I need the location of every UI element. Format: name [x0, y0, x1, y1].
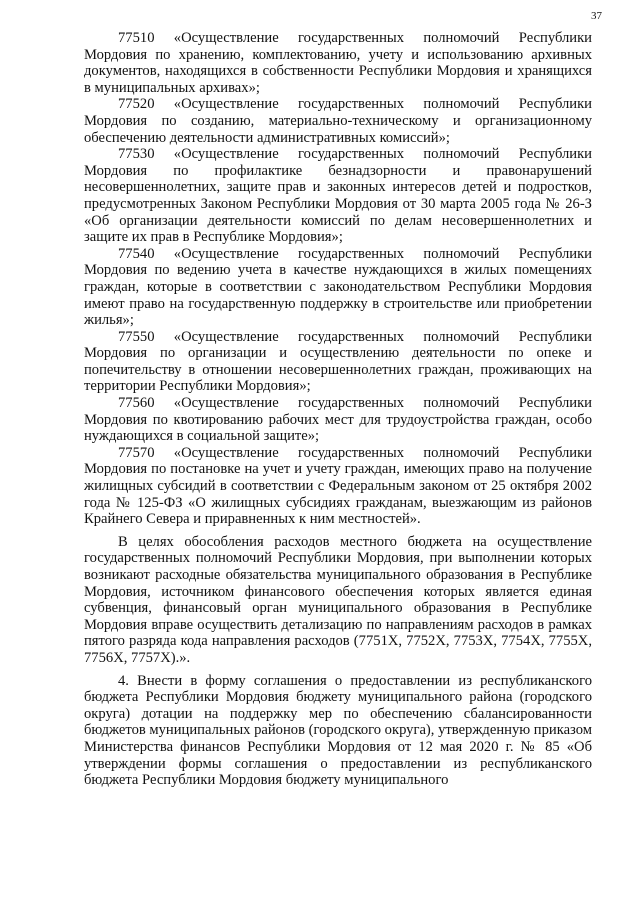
- paragraph-item-4: 4. Внести в форму соглашения о предоставлении из республиканского бюджета Республики Мордовия бюджету муниципального района (городского округа) дотации на поддержку мер по обеспечению сбалансированности бюджетов муниципальных районов (городского округа), утвержденную приказом Министерства финансов Республики Мордовия от 12 мая 2020 г. № 85 «Об утверждении формы соглашения о предоставлении из республиканского бюджета Республики Мордовия бюджету муниципального: [84, 672, 592, 789]
- code-item-77530: 77530 «Осуществление государственных полномочий Республики Мордовия по профилактике безнадзорности и правонарушений несовершеннолетних, защите прав и законных интересов детей и подростков, предусмотренных Законом Республики Мордовия от 30 марта 2005 года № 26-З «Об организации деятельности комиссий по делам несовершеннолетних и защите их прав в Республике Мордовия»;: [84, 146, 592, 246]
- code-item-77540: 77540 «Осуществление государственных полномочий Республики Мордовия по ведению учета в качестве нуждающихся в жилых помещениях граждан, которые в соответствии с законодательством Республики Мордовия имеют право на государственную поддержку в строительстве или приобретении жилья»;: [84, 245, 592, 329]
- code-item-77560: 77560 «Осуществление государственных полномочий Республики Мордовия по квотированию рабочих мест для трудоустройства граждан, особо нуждающихся в социальной защите»;: [84, 395, 592, 445]
- code-item-77550: 77550 «Осуществление государственных полномочий Республики Мордовия по организации и осуществлению деятельности по опеке и попечительству в отношении несовершеннолетних граждан, проживающих на территории Республики Мордовия»;: [84, 328, 592, 395]
- document-body: [84, 30, 592, 789]
- code-item-77520: 77520 «Осуществление государственных полномочий Республики Мордовия по созданию, материально-техническому и организационному обеспечению деятельности административных комиссий»;: [84, 96, 592, 146]
- paragraph-segregation: В целях обособления расходов местного бюджета на осуществление государственных полномочий Республики Мордовия, при выполнении которых возникают расходные обязательства муниципального образования в Республике Мордовия, источником финансового обеспечения которых является единая субвенция, финансовый орган муниципального образования в Республике Мордовия вправе осуществить детализацию по направлениям расходов в рамках пятого разряда кода направления расходов (7751X, 7752X, 7753X, 7754X, 7755X, 7756X, 7757X).».: [84, 533, 592, 666]
- code-item-77570: 77570 «Осуществление государственных полномочий Республики Мордовия по постановке на учет и учету граждан, имеющих право на получение жилищных субсидий в соответствии с Федеральным законом от 25 октября 2002 года № 125-ФЗ «О жилищных субсидиях гражданам, выезжающим из районов Крайнего Севера и приравненных к ним местностей».: [84, 444, 592, 528]
- code-item-77510: 77510 «Осуществление государственных полномочий Республики Мордовия по хранению, комплектованию, учету и использованию архивных документов, находящихся в собственности Республики Мордовия и хранящихся в муниципальных архивах»;: [84, 30, 592, 96]
- page-number: 37: [591, 10, 602, 22]
